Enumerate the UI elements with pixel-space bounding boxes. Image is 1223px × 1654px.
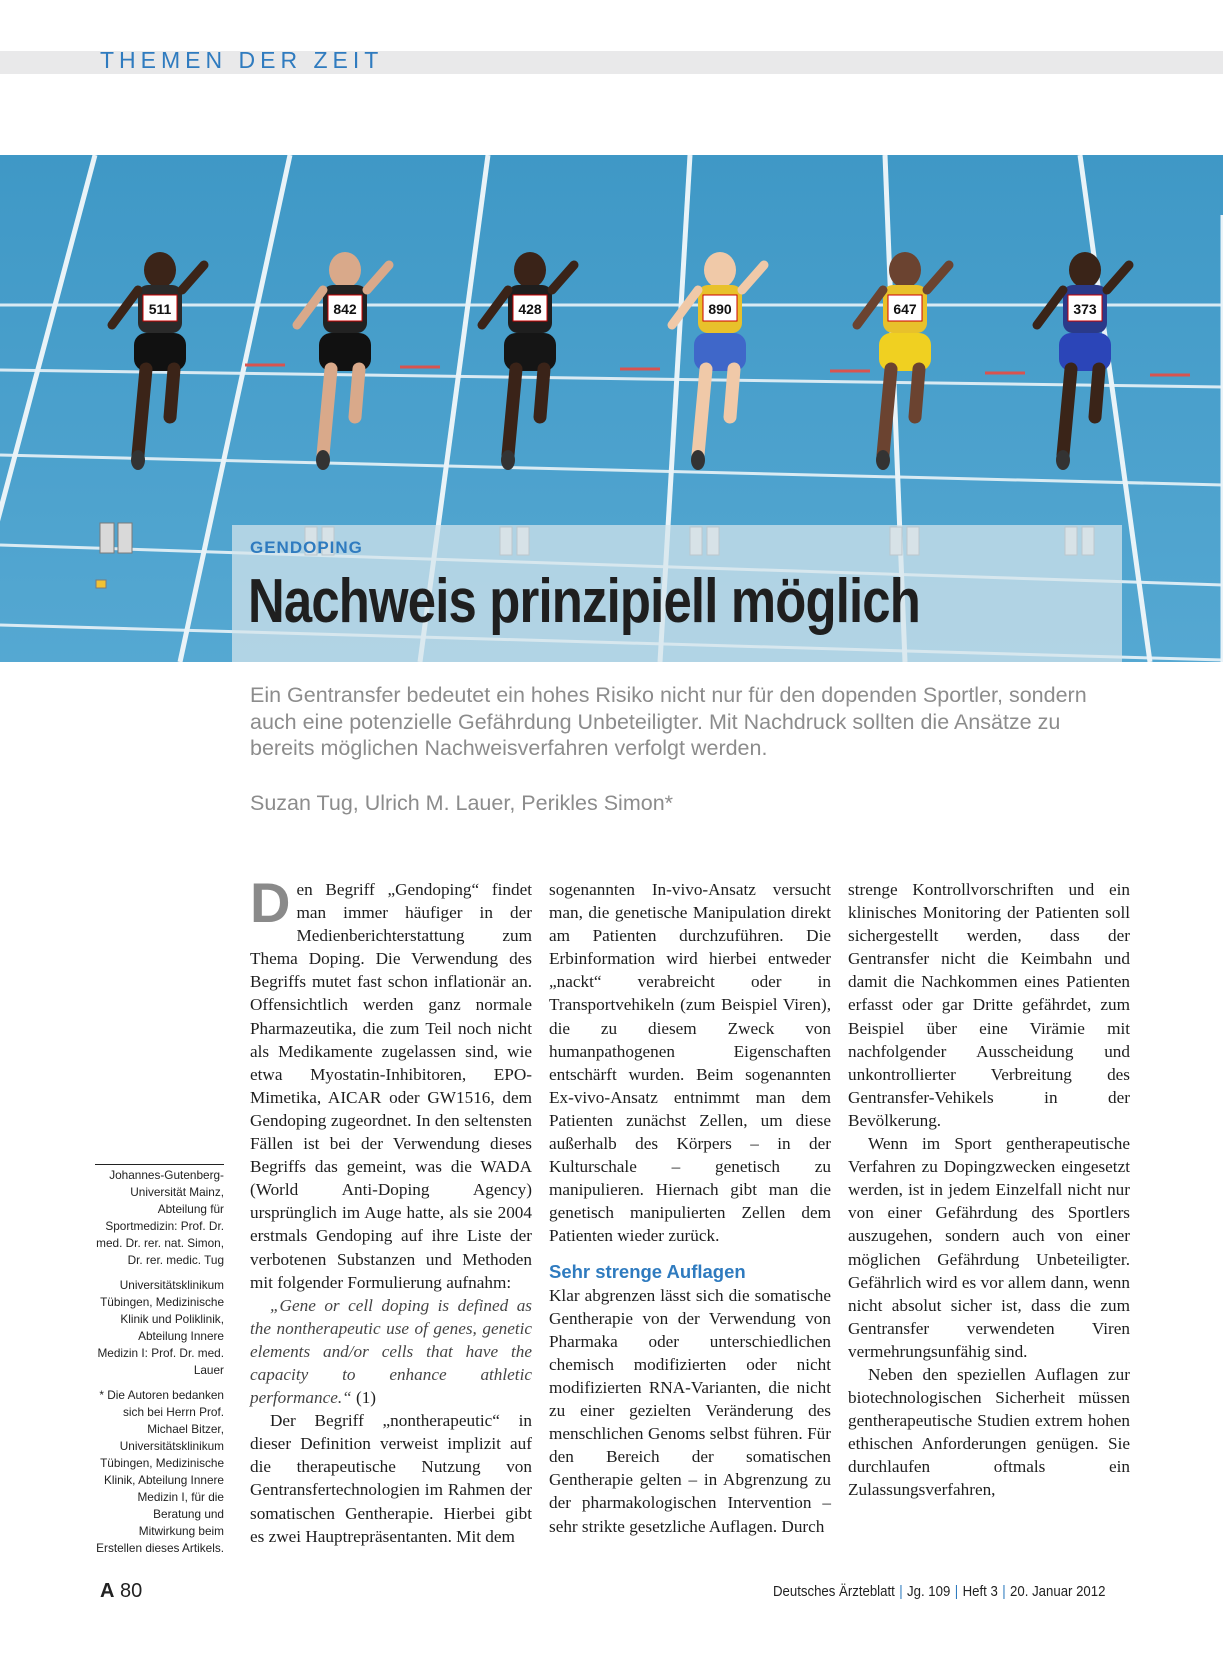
bib-number: 428: [518, 301, 542, 317]
acknowledgement: * Die Autoren bedanken sich bei Herrn Prof. Michael Bitzer, Universitätsklinikum Tübingen, Medizinische Klinik, Abteilung Innere Medizin I, für die Beratung und Mitwirkung beim Erstellen dieses Artikels.: [96, 1388, 224, 1555]
article-kicker: GENDOPING: [250, 538, 363, 557]
text-column-3: [848, 878, 1130, 1502]
affiliation-mainz: Johannes-Gutenberg-Universität Mainz, Abteilung für Sportmedizin: Prof. Dr. med. Dr. rer. nat. Simon, Dr. rer. medic. Tug: [96, 1168, 224, 1267]
journal-issue: Heft 3: [962, 1583, 998, 1600]
article-lead: Ein Gentransfer bedeutet ein hohes Risiko nicht nur für den dopenden Sportler, sondern auch eine potenzielle Gefährdung Unbeteiligter. Mit Nachdruck sollten die Ansätze zu bereits möglichen Nachweisverfahren verfolgt werden.: [250, 683, 1087, 760]
journal-date: 20. Januar 2012: [1010, 1583, 1106, 1600]
author-sidenote: [95, 1164, 224, 1565]
text-column-1: [250, 871, 532, 1548]
paragraph-4: Wenn im Sport gentherapeutische Verfahren zu Dopingzwecken eingesetzt werden, ist in jedem Einzelfall nicht nur von einer Gefährdung des Sportlers auszugehen, sondern auch von einer möglichen Gefährdung Unbeteiligter. Gefährlich wird es vor allem dann, wenn nicht absolut sicher ist, dass die zum Gentransfer verwendeten Viren vermehrungsunfähig sind.: [848, 1134, 1130, 1361]
bib-number: 373: [1073, 301, 1097, 317]
wada-quote: „Gene or cell doping is defined as the nontherapeutic use of genes, genetic elements and/or cells that have the capacity to enhance athletic performance.“: [250, 1295, 532, 1408]
dropcap: D: [250, 871, 291, 934]
article-title: Nachweis prinzipiell möglich: [248, 567, 921, 636]
paragraph-quote: [250, 1294, 532, 1409]
bib-number: 890: [708, 301, 732, 317]
bib-number: 511: [148, 301, 172, 317]
paragraph-3-continued: strenge Kontrollvorschriften und ein klinisches Monitoring der Patienten soll sichergestellt werden, dass der Gentransfer nicht die Keimbahn und damit die Nachkommen eines Patienten erfasst oder gar Dritte gefährdet, zum Beispiel über eine Virämie mit nachfolgender Ausscheidung und unkontrollierter Verbreitung des Gentransfer-Vehikels in der Bevölkerung.: [848, 880, 1130, 1130]
subhead-auflagen: Sehr strenge Auflagen: [549, 1260, 746, 1282]
affiliation-tuebingen: Universitätsklinikum Tübingen, Medizinische Klinik und Poliklinik, Abteilung Innere Medizin I: Prof. Dr. med. Lauer: [97, 1278, 224, 1377]
journal-name: Deutsches Ärzteblatt: [773, 1583, 895, 1600]
paragraph-intro: [250, 871, 532, 1294]
page-prefix: A: [100, 1580, 115, 1602]
page-number: [100, 1580, 142, 1603]
paragraph-3: Klar abgrenzen lässt sich die somatische Gentherapie von der Verwendung von Pharmaka oder unterschiedlichen chemisch modifizierten oder nicht modifizierten RNA-Varianten, die nicht zu einer gezielten Veränderung des menschlichen Genoms selbst führen. Für den Bereich der somatischen Gentherapie gelten – in Abgrenzung zu der pharmakologischen Intervention – sehr strikte gesetzliche Auflagen. Durch: [549, 1285, 831, 1536]
quote-reference: (1): [351, 1388, 377, 1408]
paragraph-5: Neben den speziellen Auflagen zur biotechnologischen Sicherheit müssen gentherapeutische Studien extrem hohen ethischen Anforderungen genügen. Sie durchlaufen oftmals ein Zulassungsverfahren,: [848, 1364, 1130, 1500]
paragraph-2-continued: sogenannten In-vivo-Ansatz versucht man, die genetische Manipulation direkt am Patienten durchzuführen. Die Erbinformation wird hierbei entweder „nackt“ verabreicht oder in Transportvehikeln (zum Beispiel Viren), die zu diesem Zweck von humanpathogenen Eigenschaften entschärft wurden. Beim sogenannten Ex-vivo-Ansatz entnimmt man dem Patienten zunächst Zellen, um diese außerhalb des Körpers – in der Kulturschale – genetisch zu manipulieren. Hiernach gibt man die genetisch manipulierten Zellen dem Patienten wieder zurück.: [549, 880, 831, 1246]
article-authors: Suzan Tug, Ulrich M. Lauer, Perikles Simon*: [250, 791, 674, 815]
paragraph-intro-text: en Begriff „Gendoping“ findet man immer häufiger in der Medienberichterstattung zum Thema Doping. Die Verwendung des Begriffs mutet fast schon inflationär an. Offensichtlich werden ganz normale Pharmazeutika, die zum Teil noch nicht als Medikamente zugelassen sind, wie etwa Myostatin-Inhibitoren, EPO-Mimetika, AICAR oder GW1516, dem Gendoping zugeordnet. In den seltensten Fällen ist bei der Verwendung dieses Begriffs das gemeint, was die WADA (World Anti-Doping Agency) ursprünglich im Auge hatte, als sie 2004 erstmals Gendoping auf ihre Liste der verbotenen Substanzen und Methoden mit folgender Formulierung aufnahm:: [250, 880, 532, 1292]
bib-number: 647: [893, 301, 917, 317]
text-column-2: [549, 878, 831, 1538]
paragraph-2: Der Begriff „nontherapeutic“ in dieser Definition verweist implizit auf die therapeutische Nutzung von Gentransfertechnologien im Rahmen der somatischen Gentherapie. Hierbei gibt es zwei Hauptrepräsentanten. Mit dem: [250, 1411, 532, 1546]
journal-footer: Deutsches Ärzteblatt | Jg. 109 | Heft 3 | 20. Januar 2012: [773, 1583, 1106, 1600]
journal-volume: Jg. 109: [907, 1583, 951, 1600]
page-number-value: 80: [120, 1580, 143, 1602]
section-label: THEMEN DER ZEIT: [100, 47, 384, 73]
bib-number: 842: [333, 301, 357, 317]
